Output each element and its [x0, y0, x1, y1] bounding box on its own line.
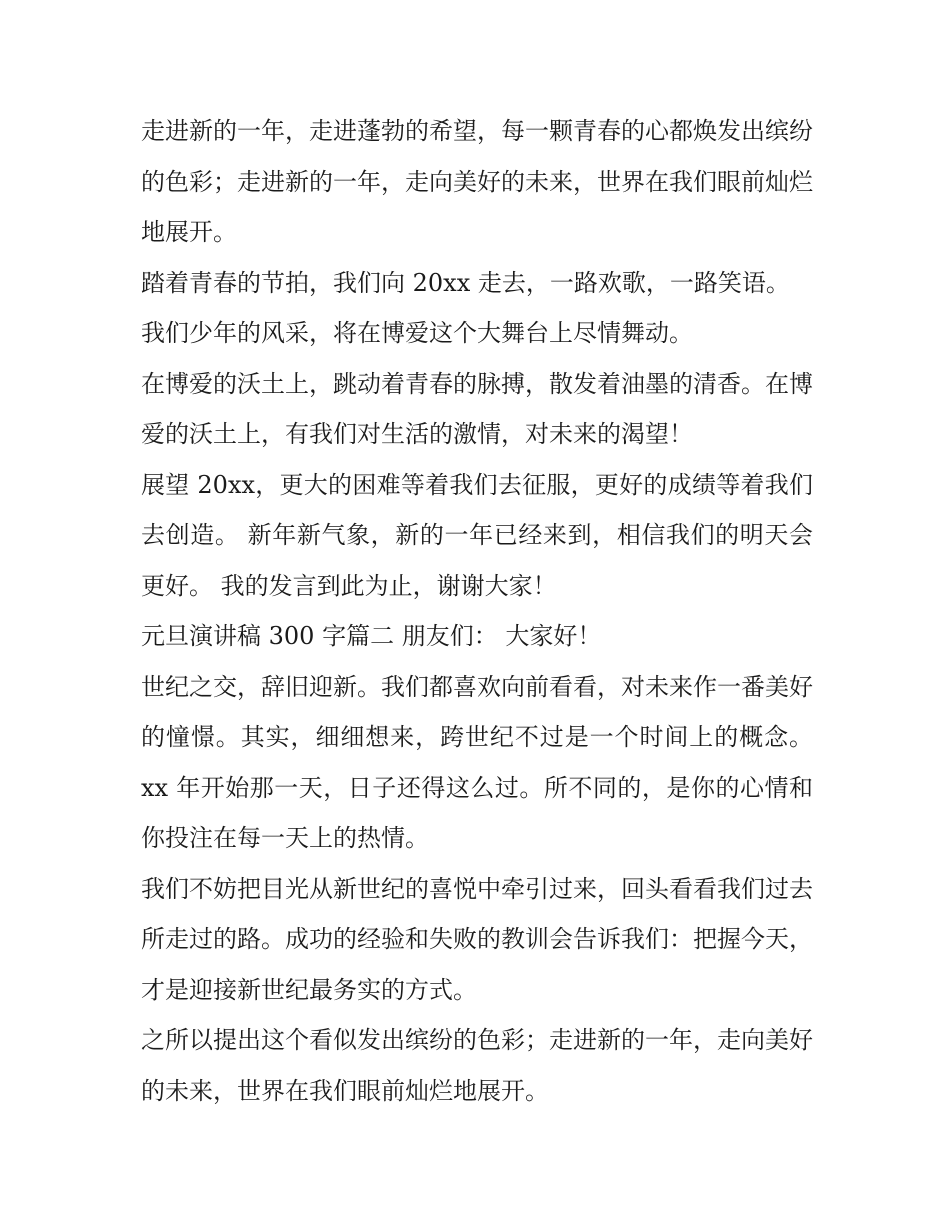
paragraph-6: 世纪之交，辞旧迎新。我们都喜欢向前看看，对未来作一番美好的憧憬。其实，细细想来，跨世纪不过是一个时间上的概念。xx 年开始那一天，日子还得这么过。所不同的，是你的心情和你投注在每一天上的热情。	[141, 672, 813, 852]
document-body	[141, 106, 813, 1116]
paragraph-4: 在博爱的沃土上，跳动着青春的脉搏，散发着油墨的清香。在博爱的沃土上，有我们对生活的激情，对未来的渴望！	[141, 369, 813, 448]
paragraph-8: 之所以提出这个看似发出缤纷的色彩；走进新的一年，走向美好的未来，世界在我们眼前灿烂地展开。	[141, 1026, 813, 1105]
paragraph-7: 我们不妨把目光从新世纪的喜悦中牵引过来，回头看看我们过去所走过的路。成功的经验和失败的教训会告诉我们：把握今天，才是迎接新世纪最务实的方式。	[141, 874, 813, 1004]
paragraph-3: 我们少年的风采，将在博爱这个大舞台上尽情舞动。	[141, 319, 693, 347]
section-heading: 元旦演讲稿 300 字篇二 朋友们： 大家好！	[141, 622, 602, 650]
paragraph-5: 展望 20xx，更大的困难等着我们去征服，更好的成绩等着我们去创造。 新年新气象，新的一年已经来到，相信我们的明天会更好。 我的发言到此为止，谢谢大家！	[141, 470, 813, 600]
paragraph-2: 踏着青春的节拍，我们向 20xx 走去，一路欢歌，一路笑语。	[141, 268, 790, 297]
paragraph-1: 走进新的一年，走进蓬勃的希望，每一颗青春的心都焕发出缤纷的色彩；走进新的一年，走向美好的未来，世界在我们眼前灿烂地展开。	[141, 117, 813, 246]
